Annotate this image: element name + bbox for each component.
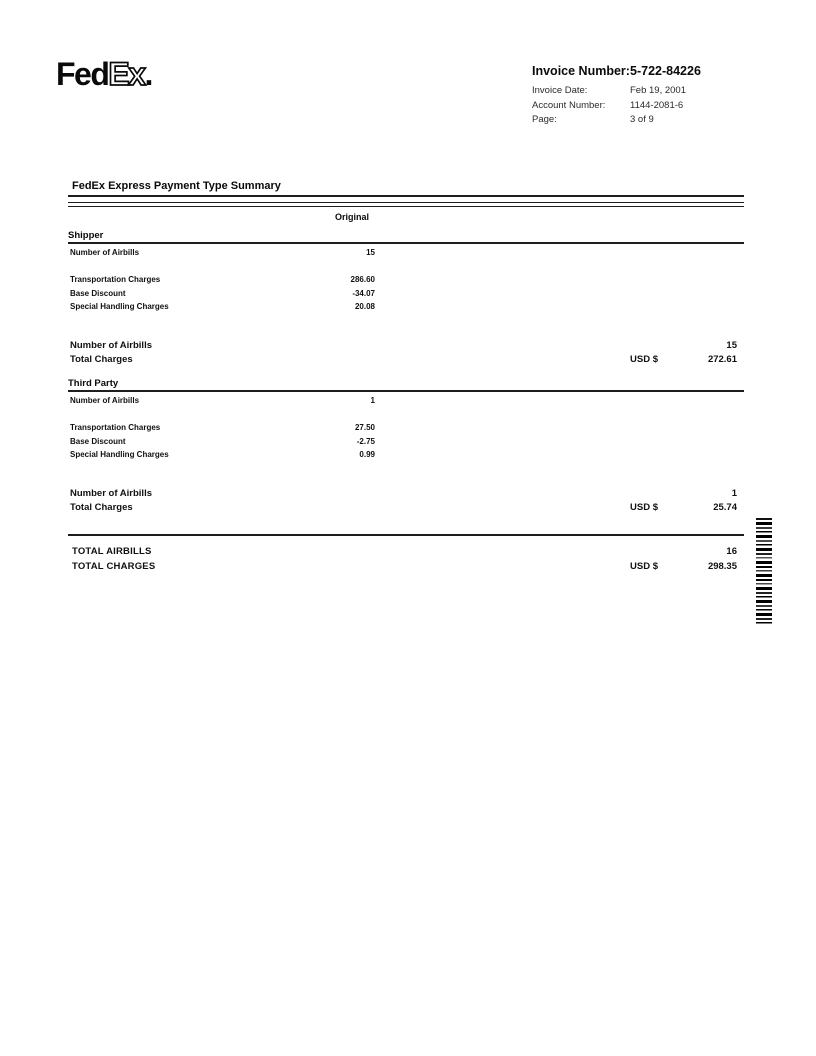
invoice-date-value: Feb 19, 2001 [630, 85, 686, 96]
total-charges-value: 272.61 [707, 354, 737, 365]
invoice-date-row [532, 84, 782, 99]
currency-label: USD $ [630, 502, 658, 513]
invoice-number-row [532, 64, 782, 78]
account-number-row [532, 99, 782, 114]
invoice-number-label: Invoice Number: [532, 64, 630, 78]
invoice-date-label: Invoice Date: [532, 85, 588, 96]
total-airbills-value: 1 [731, 488, 737, 499]
account-number-label: Account Number: [532, 99, 606, 111]
table-row [68, 248, 744, 259]
charge-value: 286.60 [350, 275, 375, 284]
section-third-party [0, 373, 816, 523]
section-shipper [0, 225, 816, 375]
airbills-label: Number of Airbills [70, 396, 140, 405]
table-row [68, 354, 744, 365]
fedex-logo [56, 56, 152, 93]
account-number-value: 1144-2081-6 [630, 99, 684, 111]
table-row [68, 502, 744, 513]
charge-label: Base Discount [70, 437, 126, 446]
invoice-meta [532, 64, 782, 128]
logo-dot: . [144, 56, 152, 92]
total-charges-label: Total Charges [70, 354, 133, 365]
table-row [68, 546, 744, 557]
column-header-original: Original [334, 212, 369, 222]
charge-label: Base Discount [70, 289, 126, 298]
airbills-label: Number of Airbills [70, 248, 140, 257]
table-row [68, 396, 744, 407]
currency-label: USD $ [630, 561, 658, 572]
invoice-number-value: 5-722-84226 [630, 64, 701, 78]
top-rule [68, 195, 744, 197]
total-airbills-label: Number of Airbills [70, 340, 152, 351]
charge-label: Special Handling Charges [70, 450, 169, 459]
airbills-value: 15 [366, 248, 375, 257]
table-row [68, 302, 744, 313]
currency-label: USD $ [630, 354, 658, 365]
page-row [532, 113, 782, 128]
total-airbills-value: 15 [726, 340, 737, 351]
table-row [68, 289, 744, 300]
double-rule-lower [68, 206, 744, 207]
page-label: Page: [532, 114, 557, 125]
grand-total-charges-value: 298.35 [707, 561, 737, 572]
summary-title: FedEx Express Payment Type Summary [72, 180, 281, 192]
charge-label: Transportation Charges [70, 423, 161, 432]
grand-total-rule [68, 534, 744, 536]
section-shipper-rule [68, 242, 744, 244]
table-row [68, 450, 744, 461]
total-charges-value: 25.74 [713, 502, 737, 513]
barcode [756, 518, 772, 624]
page-value: 3 of 9 [630, 114, 654, 125]
charge-value: 20.08 [354, 302, 375, 311]
charge-value: -2.75 [356, 437, 375, 446]
total-airbills-label: Number of Airbills [70, 488, 152, 499]
charge-label: Transportation Charges [70, 275, 161, 284]
table-row [68, 561, 744, 572]
double-rule-upper [68, 202, 744, 203]
logo-fed: Fed [56, 56, 109, 92]
charge-value: 27.50 [354, 423, 375, 432]
grand-total-airbills-value: 16 [726, 546, 737, 557]
table-row [68, 488, 744, 499]
table-row [68, 275, 744, 286]
section-shipper-name: Shipper [68, 230, 104, 241]
charge-value: -34.07 [352, 289, 375, 298]
section-third-party-rule [68, 390, 744, 392]
charge-value: 0.99 [359, 450, 375, 459]
total-charges-label: Total Charges [70, 502, 133, 513]
table-row [68, 340, 744, 351]
charge-label: Special Handling Charges [70, 302, 169, 311]
grand-total-charges-label: TOTAL CHARGES [72, 561, 156, 572]
table-row [68, 437, 744, 448]
table-row [68, 423, 744, 434]
airbills-value: 1 [370, 396, 375, 405]
grand-total-airbills-label: TOTAL AIRBILLS [72, 546, 152, 557]
section-third-party-name: Third Party [68, 378, 119, 389]
logo-ex: Ex [108, 56, 145, 92]
